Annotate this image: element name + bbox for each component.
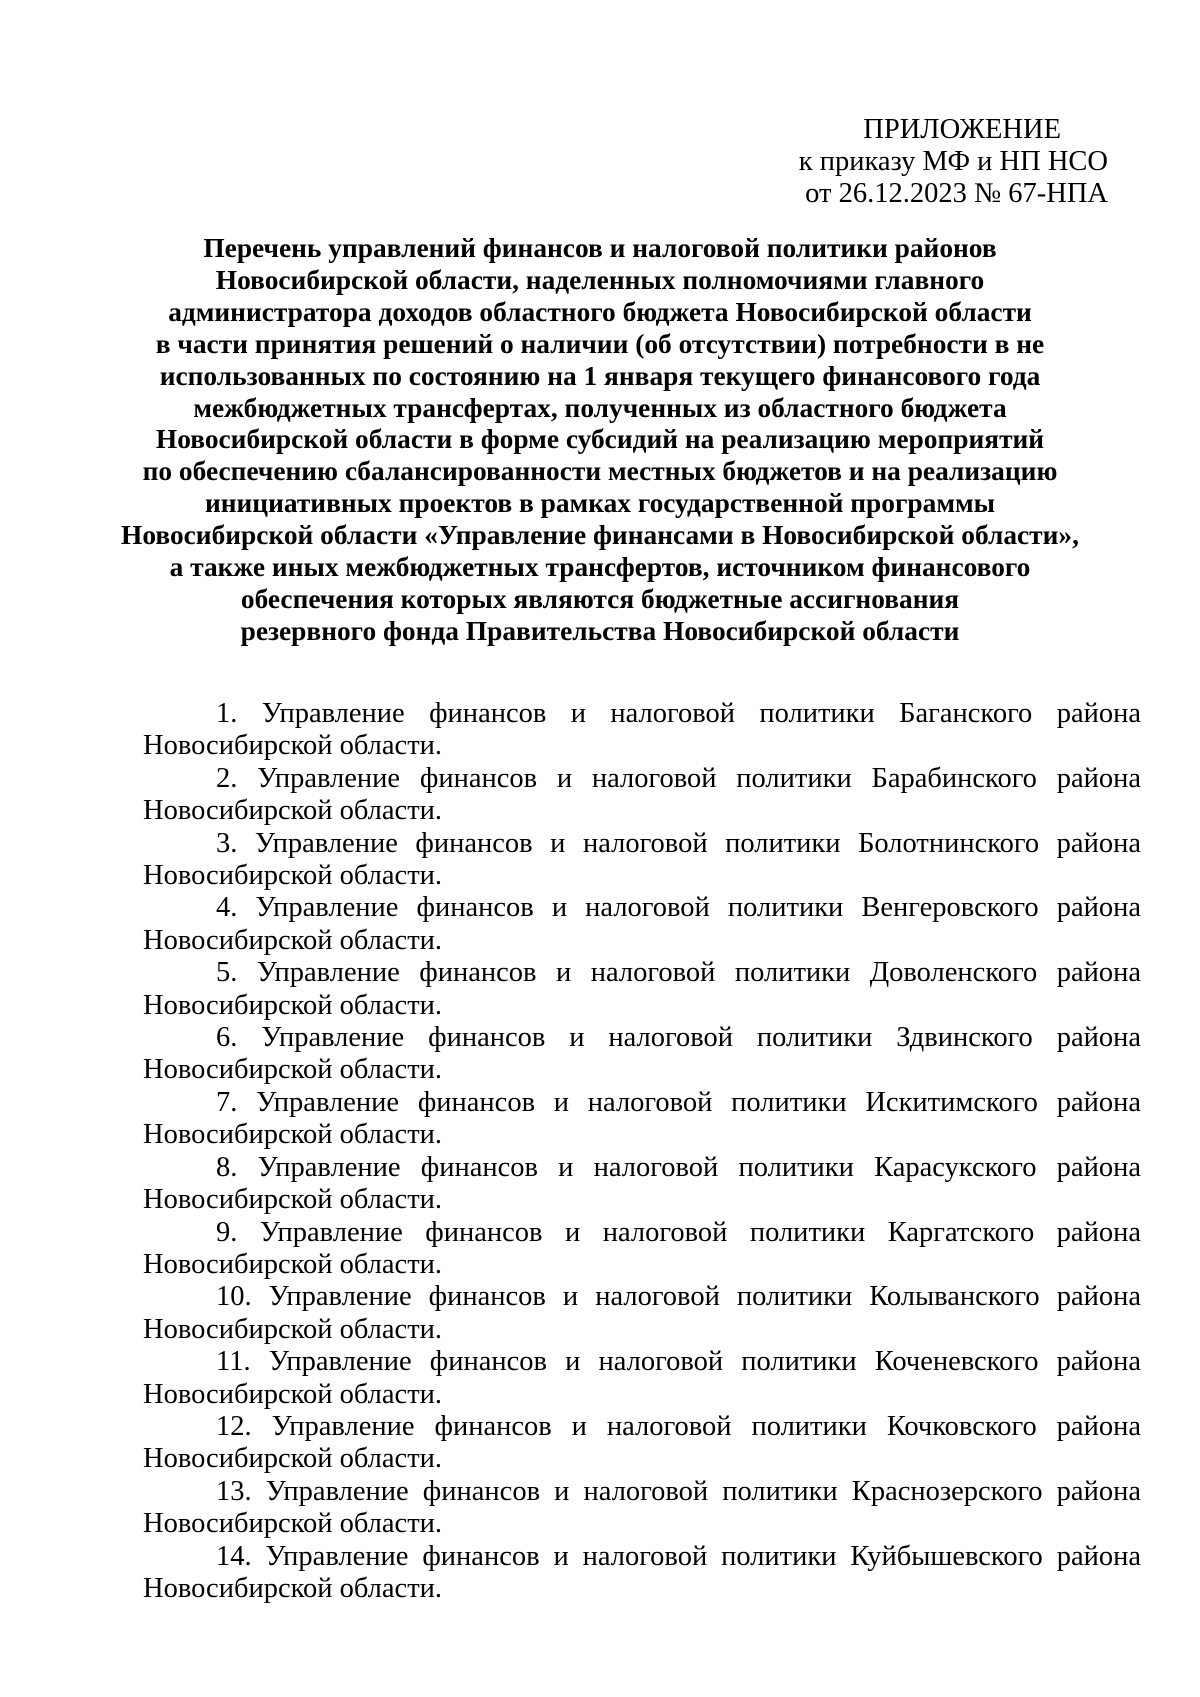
- list-item-text: 13. Управление финансов и налоговой политики Краснозерского района: [216, 1475, 1141, 1507]
- list-item-continuation: Новосибирской области.: [143, 1443, 443, 1475]
- list-item-continuation: Новосибирской области.: [143, 1248, 443, 1280]
- list-item: [143, 763, 1141, 828]
- list-item: [143, 892, 1141, 957]
- department-list: [143, 698, 1141, 1605]
- appendix-order-date: от 26.12.2023 № 67-НПА: [805, 178, 1108, 209]
- list-item: [143, 1346, 1141, 1411]
- list-item-text: 7. Управление финансов и налоговой политики Искитимского района: [216, 1086, 1141, 1118]
- heading-line: инициативных проектов в рамках государственной программы: [204, 488, 996, 519]
- heading-line: в части принятия решений о наличии (об отсутствии) потребности в не: [155, 328, 1045, 359]
- list-item-continuation: Новосибирской области.: [143, 1184, 443, 1216]
- list-item: [143, 957, 1141, 1022]
- list-item-continuation: Новосибирской области.: [143, 989, 443, 1021]
- heading-line: использованных по состоянию на 1 января текущего финансового года: [159, 360, 1041, 391]
- heading-line: администратора доходов областного бюджета Новосибирской области: [168, 296, 1032, 327]
- list-item: [143, 698, 1141, 763]
- heading-line: межбюджетных трансфертах, полученных из областного бюджета: [193, 392, 1007, 423]
- heading-line: по обеспечению сбалансированности местных бюджетов и на реализацию: [142, 456, 1058, 487]
- list-item: [143, 1087, 1141, 1152]
- list-item-text: 9. Управление финансов и налоговой политики Каргатского района: [216, 1216, 1141, 1248]
- list-item: [143, 828, 1141, 893]
- list-item-text: 6. Управление финансов и налоговой политики Здвинского района: [216, 1022, 1141, 1054]
- heading-line: Новосибирской области «Управление финансами в Новосибирской области»,: [121, 520, 1079, 551]
- list-item-text: 11. Управление финансов и налоговой политики Коченевского района: [216, 1346, 1141, 1378]
- list-item-continuation: Новосибирской области.: [143, 1054, 443, 1086]
- list-item: [143, 1022, 1141, 1087]
- list-item-text: 2. Управление финансов и налоговой политики Барабинского района: [216, 762, 1141, 794]
- document-heading: [100, 233, 1100, 648]
- appendix-block: [799, 114, 1108, 210]
- appendix-order-reference: к приказу МФ и НП НСО: [798, 146, 1108, 177]
- list-item-continuation: Новосибирской области.: [143, 795, 443, 827]
- list-item-text: 8. Управление финансов и налоговой политики Карасукского района: [216, 1151, 1141, 1183]
- list-item-text: 3. Управление финансов и налоговой политики Болотнинского района: [216, 827, 1141, 859]
- list-item-continuation: Новосибирской области.: [143, 860, 443, 892]
- list-item-text: 4. Управление финансов и налоговой политики Венгеровского района: [216, 892, 1141, 924]
- list-item-text: 14. Управление финансов и налоговой политики Куйбышевского района: [216, 1540, 1141, 1572]
- list-item-continuation: Новосибирской области.: [143, 1119, 443, 1151]
- list-item-continuation: Новосибирской области.: [143, 924, 443, 956]
- list-item-continuation: Новосибирской области.: [143, 730, 443, 762]
- list-item-continuation: Новосибирской области.: [143, 1313, 443, 1345]
- list-item-text: 5. Управление финансов и налоговой политики Доволенского района: [216, 957, 1141, 989]
- heading-line: Новосибирской области в форме субсидий на реализацию мероприятий: [155, 424, 1045, 455]
- heading-line: Новосибирской области, наделенных полномочиями главного: [215, 264, 985, 295]
- list-item-text: 10. Управление финансов и налоговой политики Колыванского района: [216, 1281, 1141, 1313]
- heading-line: обеспечения которых являются бюджетные ассигнования: [240, 583, 960, 614]
- list-item-text: 12. Управление финансов и налоговой политики Кочковского района: [216, 1410, 1141, 1442]
- appendix-title: ПРИЛОЖЕНИЕ: [863, 114, 1061, 145]
- list-item: [143, 1411, 1141, 1476]
- list-item: [143, 1281, 1141, 1346]
- list-item-continuation: Новосибирской области.: [143, 1378, 443, 1410]
- list-item-continuation: Новосибирской области.: [143, 1572, 443, 1604]
- heading-line: Перечень управлений финансов и налоговой политики районов: [203, 233, 997, 263]
- list-item-text: 1. Управление финансов и налоговой политики Баганского района: [216, 698, 1141, 729]
- list-item: [143, 1541, 1141, 1606]
- list-item: [143, 1217, 1141, 1282]
- list-item: [143, 1476, 1141, 1541]
- heading-line: а также иных межбюджетных трансфертов, источником финансового: [169, 552, 1031, 583]
- list-item-continuation: Новосибирской области.: [143, 1508, 443, 1540]
- list-item: [143, 1152, 1141, 1217]
- heading-line: резервного фонда Правительства Новосибирской области: [240, 615, 960, 646]
